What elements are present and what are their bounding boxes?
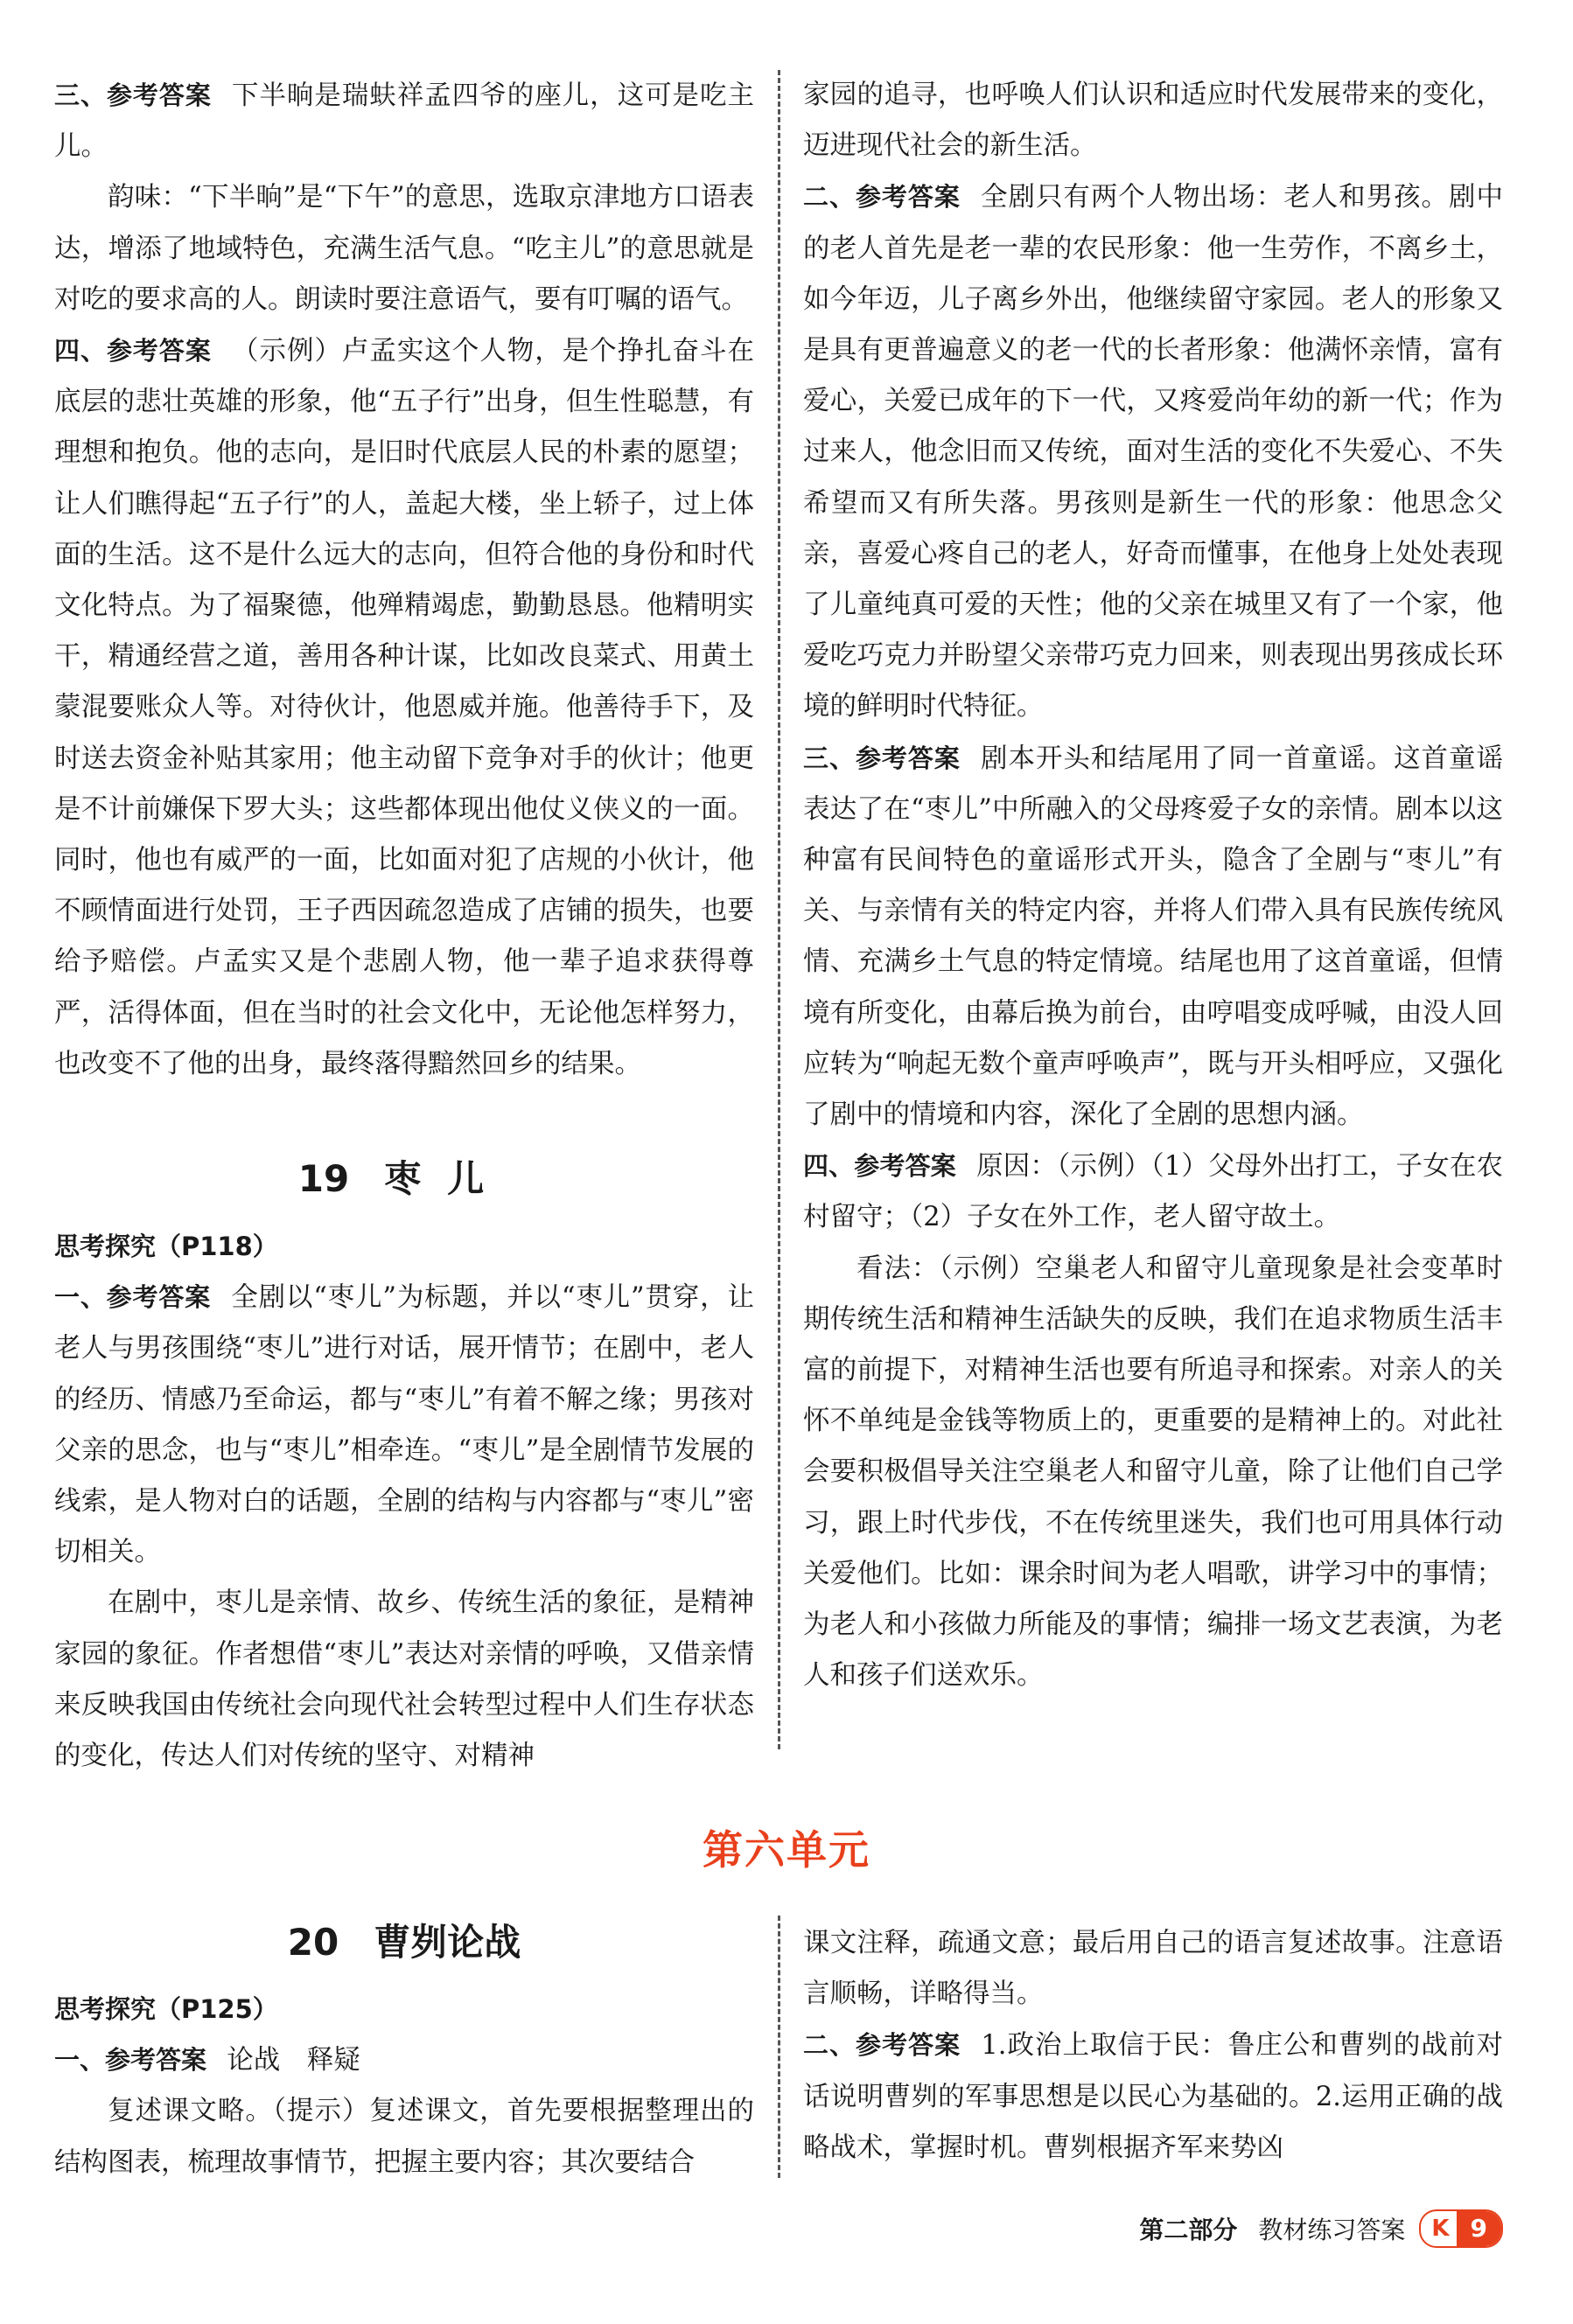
answer-paragraph: 在剧中，枣儿是亲情、故乡、传统生活的象征，是精神家园的象征。作者想借“枣儿”表达对亲情的呼唤，又借亲情来反映我国由传统社会向现代社会转型过程中人们生存状态的变化，传达人们对传统的坚守、对精神 <box>54 1588 754 1772</box>
answer-paragraph <box>803 2020 1503 2174</box>
answer-label: 四、参考答案 <box>803 1151 956 1182</box>
answer-text: 全剧以“枣儿”为标题，并以“枣儿”贯穿，让老人与男孩围绕“枣儿”进行对话，展开情节；在剧中，老人的经历、情感乃至命运，都与“枣儿”有着不解之缘；男孩对父亲的思念，也与“枣儿”相牵连。“枣儿”是全剧情节发展的线索，是人物对白的话题，全剧的结构与内容都与“枣儿”密切相关。 <box>54 1282 754 1568</box>
footer-section: 教材练习答案 <box>1258 2216 1406 2244</box>
answer-label: 三、参考答案 <box>803 743 961 773</box>
column-divider-bottom <box>778 1916 780 2178</box>
answer-paragraph: 韵味：“下半晌”是“下午”的意思，选取京津地方口语表达，增添了地域特色，充满生活气息。“吃主儿”的意思就是对吃的要求高的人。朗读时要注意语气，要有叮嘱的语气。 <box>54 182 754 315</box>
answer-label: 一、参考答案 <box>54 2045 207 2076</box>
answer-paragraph: 家园的追寻，也呼唤人们认识和适应时代发展带来的变化，迈进现代社会的新生活。 <box>803 80 1503 162</box>
section-subheading: 思考探究（P125） <box>54 1994 278 2024</box>
lesson-name: 曹刿论战 <box>374 1921 521 1964</box>
lesson-number: 20 <box>287 1921 339 1964</box>
answer-text: 剧本开头和结尾用了同一首童谣。这首童谣表达了在“枣儿”中所融入的父母疼爱子女的亲情。剧本以这种富有民间特色的童谣形式开头，隐含了全剧与“枣儿”有关、与亲情有关的特定内容，并将人们带入具有民族传统风情、充满乡土气息的特定情境。结尾也用了这首童谣，但情境有所变化，由幕后换为前台，由哼唱变成呼喊，由没人回应转为“响起无数个童声呼唤声”，既与开头相呼应，又强化了剧中的情境和内容，深化了全剧的思想内涵。 <box>803 743 1503 1131</box>
answer-label: 二、参考答案 <box>803 2030 961 2061</box>
answer-label: 一、参考答案 <box>54 1282 212 1313</box>
right-column-bottom <box>803 1918 1503 2174</box>
answer-label: 二、参考答案 <box>803 182 961 213</box>
footer-part: 第二部分 <box>1139 2216 1238 2244</box>
answer-paragraph: 课文注释，疏通文意；最后用自己的语言复述故事。注意语言顺畅，详略得当。 <box>803 1928 1503 2010</box>
answer-text: 论战 释疑 <box>227 2045 360 2076</box>
lesson-19-content <box>54 1221 754 1782</box>
lesson-name: 枣儿 <box>384 1157 511 1200</box>
answer-paragraph <box>54 2034 754 2086</box>
answer-text: 1.政治上取信于民：鲁庄公和曹刿的战前对话说明曹刿的军事思想是以民心为基础的。2.运用正确的战略战术，掌握时机。曹刿根据齐军来势凶 <box>803 2030 1503 2163</box>
answer-text: 全剧只有两个人物出场：老人和男孩。剧中的老人首先是老一辈的农民形象：他一生劳作，不离乡土，如今年迈，儿子离乡外出，他继续留守家园。老人的形象又是具有更普遍意义的老一代的长者形象：他满怀亲情，富有爱心，关爱已成年的下一代，又疼爱尚年幼的新一代；作为过来人，他念旧而又传统，面对生活的变化不失爱心、不失希望而又有所失落。男孩则是新生一代的形象：他思念父亲，喜爱心疼自己的老人，好奇而懂事，在他身上处处表现了儿童纯真可爱的天性；他的父亲在城里又有了一个家，他爱吃巧克力并盼望父亲带巧克力回来，则表现出男孩成长环境的鲜明时代特征。 <box>803 182 1503 722</box>
right-column-top <box>803 70 1503 1702</box>
unit-title: 第六单元 <box>703 1826 870 1874</box>
lesson-20-content <box>54 1984 754 2188</box>
answer-label: 三、参考答案 <box>54 80 212 110</box>
answer-text: （示例）卢孟实这个人物，是个挣扎奋斗在底层的悲壮英雄的形象，他“五子行”出身，但生性聪慧，有理想和抱负。他的志向，是旧时代底层人民的朴素的愿望；让人们瞧得起“五子行”的人，盖起大楼，坐上轿子，过上体面的生活。这不是什么远大的志向，但符合他的身份和时代文化特点。为了福聚德，他殚精竭虑，勤勤恳恳。他精明实干，精通经营之道，善用各种计谋，比如改良菜式、用黄土蒙混要账众人等。对待伙计，他恩威并施。他善待手下，及时送去资金补贴其家用；他主动留下竞争对手的伙计；他更是不计前嫌保下罗大头；这些都体现出他仗义侠义的一面。同时，他也有威严的一面，比如面对犯了店规的小伙计，他不顾情面进行处罚，王子西因疏忽造成了店铺的损失，也要给予赔偿。卢孟实又是个悲剧人物，他一辈子追求获得尊严，活得体面，但在当时的社会文化中，无论他怎样努力，也改变不了他的出身，最终落得黯然回乡的结果。 <box>54 336 754 1079</box>
answer-paragraph <box>803 733 1503 1141</box>
left-column-top <box>54 70 754 1090</box>
column-divider-top <box>778 70 780 1749</box>
answer-text: 原因：（示例）（1）父母外出打工，子女在农村留守；（2）子女在外工作，老人留守故土。 <box>803 1151 1503 1233</box>
answer-label: 四、参考答案 <box>54 336 212 366</box>
page-number: 9 <box>1457 2211 1501 2246</box>
page-footer <box>1139 2209 1503 2249</box>
answer-paragraph: 复述课文略。（提示）复述课文，首先要根据整理出的结构图表，梳理故事情节，把握主要内容；其次要结合 <box>54 2096 754 2178</box>
answer-paragraph <box>803 171 1503 732</box>
lesson-number: 19 <box>297 1157 350 1200</box>
k-icon: K <box>1431 2216 1450 2242</box>
lesson-20-title <box>54 1916 754 1969</box>
answer-paragraph <box>54 1272 754 1578</box>
answer-paragraph <box>54 325 754 1090</box>
lesson-19-title <box>54 1153 754 1205</box>
section-subheading: 思考探究（P118） <box>54 1232 278 1261</box>
page-badge <box>1419 2209 1503 2248</box>
answer-paragraph <box>803 1141 1503 1243</box>
answer-paragraph: 看法：（示例）空巢老人和留守儿童现象是社会变革时期传统生活和精神生活缺失的反映，我们在追求物质生活丰富的前提下，对精神生活也要有所追寻和探索。对亲人的关怀不单纯是金钱等物质上的，更重要的是精神上的。对此社会要积极倡导关注空巢老人和留守儿童，除了让他们自己学习，跟上时代步伐，不在传统里迷失，我们也可用具体行动关爱他们。比如：课余时间为老人唱歌，讲学习中的事情；为老人和小孩做力所能及的事情；编排一场文艺表演，为老人和孩子们送欢乐。 <box>803 1253 1503 1692</box>
answer-text: 下半晌是瑞蚨祥孟四爷的座儿，这可是吃主儿。 <box>54 80 754 163</box>
answer-paragraph <box>54 70 754 172</box>
